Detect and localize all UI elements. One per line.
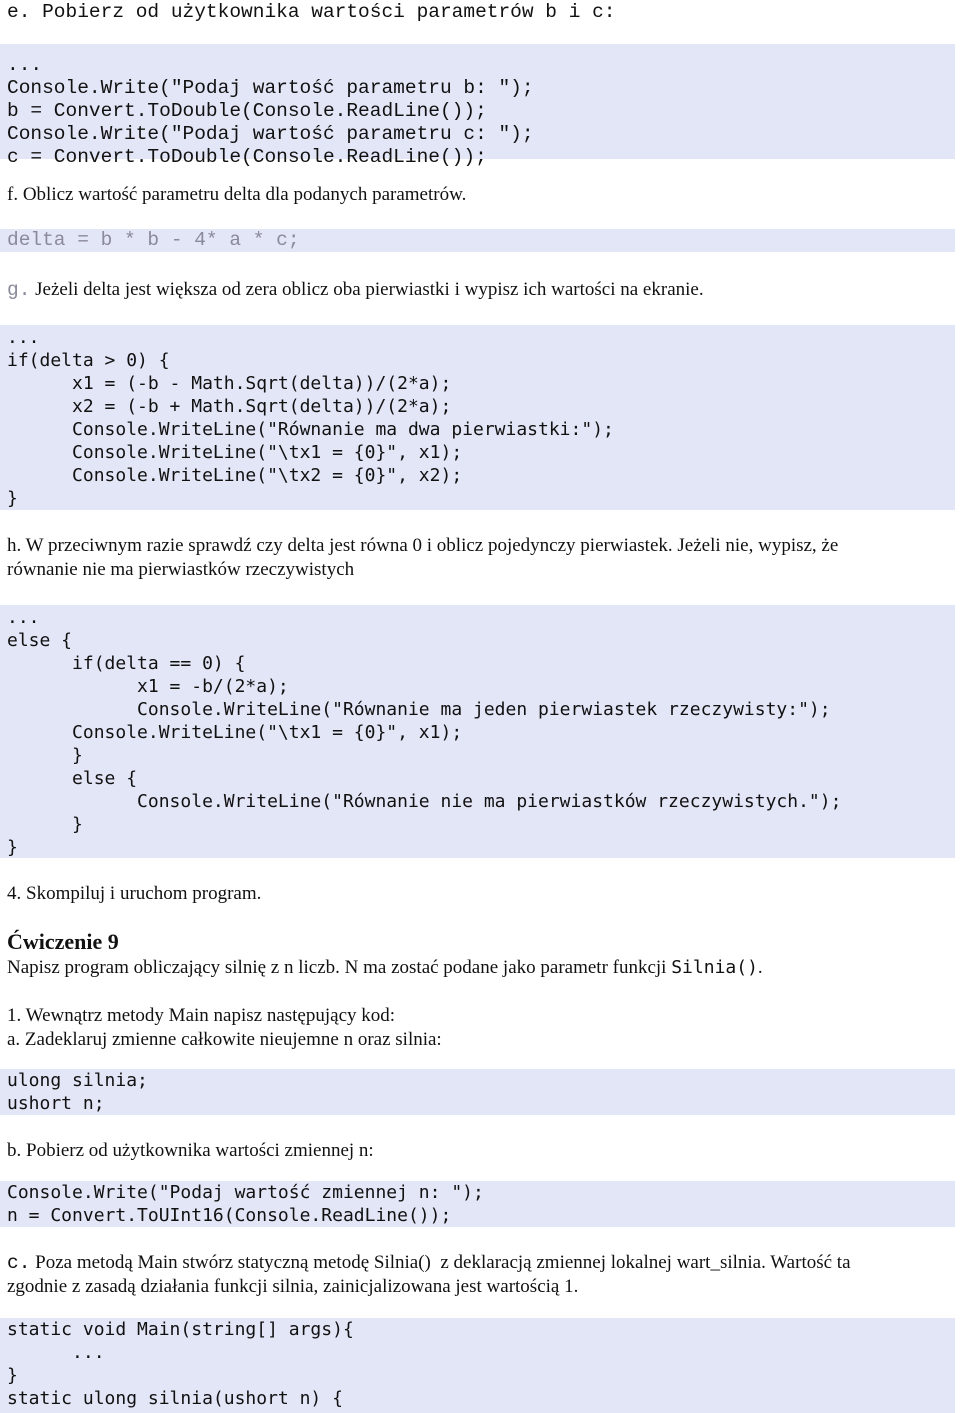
code-line: ... [7, 1342, 105, 1363]
code-line: Console.WriteLine("\tx2 = {0}", x2); [7, 465, 463, 486]
code-line: b = Convert.ToDouble(Console.ReadLine()); [7, 100, 487, 122]
code-line: ulong silnia; [7, 1070, 148, 1091]
step-e [0, 0, 955, 24]
code-line: ... [7, 54, 43, 76]
exercise-title: Ćwiczenie 9 [7, 929, 119, 954]
code-block-a [0, 1069, 955, 1115]
step-g-text: Jeżeli delta jest większa od zera oblicz oba pierwiastki i wypisz ich wartości na ekranie. [30, 279, 704, 300]
code-line: x1 = -b/(2*a); [7, 676, 289, 697]
step-f: f. Oblicz wartość parametru delta dla podanych parametrów. [7, 184, 467, 205]
code-line: if(delta > 0) { [7, 350, 170, 371]
code-block-g [0, 325, 955, 510]
code-line: } [7, 837, 18, 858]
code-line: if(delta == 0) { [7, 653, 246, 674]
code-line: } [7, 1365, 18, 1386]
code-block-h [0, 605, 955, 858]
step-4: 4. Skompiluj i uruchom program. [7, 883, 262, 904]
code-block-e [0, 44, 955, 168]
exercise-intro [0, 956, 955, 980]
code-line: ushort n; [7, 1093, 105, 1114]
code-block-f [0, 229, 955, 252]
code-line: n = Convert.ToUInt16(Console.ReadLine()); [7, 1205, 452, 1226]
code-line: x2 = (-b + Math.Sqrt(delta))/(2*a); [7, 396, 452, 417]
code-line: ... [7, 327, 40, 348]
code-block-b [0, 1181, 955, 1227]
step-e-label: e. [7, 1, 43, 23]
step-b: b. Pobierz od użytkownika wartości zmiennej n: [7, 1140, 374, 1161]
code-line: Console.Write("Podaj wartość parametru b: "); [7, 77, 534, 99]
code-line: Console.Write("Podaj wartość zmiennej n: "); [7, 1182, 484, 1203]
code-line: static void Main(string[] args){ [7, 1319, 354, 1340]
code-line: } [7, 814, 83, 835]
exercise-intro-code: Silnia() [671, 957, 758, 978]
step-c: c. Poza metodą Main stwórz statyczną metodę Silnia() z deklaracją zmiennej lokalnej wart_silnia. Wartość ta zgodnie z zasadą działania funkcji silnia, zainicjalizowana jest wartością 1. [7, 1252, 851, 1297]
code-line: static ulong silnia(ushort n) { [7, 1388, 343, 1409]
code-line: Console.WriteLine("\tx1 = {0}", x1); [7, 722, 463, 743]
code-line: Console.WriteLine("Równanie nie ma pierwiastków rzeczywistych."); [7, 791, 842, 812]
step-1: 1. Wewnątrz metody Main napisz następujący kod: a. Zadeklaruj zmienne całkowite nieujemne n oraz silnia: [7, 1005, 442, 1050]
code-line: } [7, 488, 18, 509]
code-line: else { [7, 630, 73, 651]
code-line: Console.Write("Podaj wartość parametru c: "); [7, 123, 534, 145]
exercise-intro-text: Napisz program obliczający silnię z n liczb. N ma zostać podane jako parametr funkcji [7, 957, 672, 978]
code-line: Console.WriteLine("Równanie ma jeden pierwiastek rzeczywisty:"); [7, 699, 831, 720]
code-line: x1 = (-b - Math.Sqrt(delta))/(2*a); [7, 373, 452, 394]
code-line: c = Convert.ToDouble(Console.ReadLine()); [7, 146, 487, 168]
code-line: Console.WriteLine("\tx1 = {0}", x1); [7, 442, 463, 463]
code-block-c [0, 1318, 955, 1413]
code-line: Console.WriteLine("Równanie ma dwa pierwiastki:"); [7, 419, 614, 440]
code-line: ... [7, 607, 40, 628]
code-line: else { [7, 768, 138, 789]
step-e-text: Pobierz od użytkownika wartości parametrów b i c: [42, 1, 616, 23]
exercise-intro-end: . [757, 957, 763, 978]
step-c-text: Poza metodą Main stwórz statyczną metodę Silnia() z deklaracją zmiennej lokalnej wart_silnia. Wartość ta [30, 1252, 851, 1273]
code-line: delta = b * b - 4* a * c; [7, 229, 300, 251]
step-c-label: c. [7, 1252, 31, 1274]
code-line: } [7, 745, 83, 766]
step-g-label: g. [7, 279, 31, 301]
step-g [0, 278, 955, 302]
step-h: h. W przeciwnym razie sprawdź czy delta jest równa 0 i oblicz pojedynczy pierwiastek. Jeżeli nie, wypisz, że równanie nie ma pierwiastków rzeczywistych [7, 535, 839, 580]
